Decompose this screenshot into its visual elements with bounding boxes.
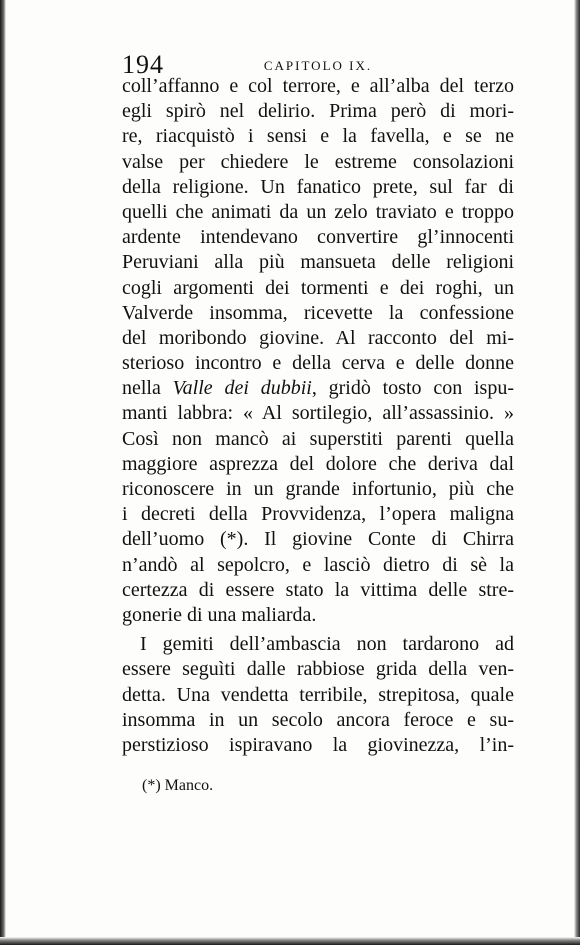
text-line: detta. Una vendetta terribile, strepitosa, quale (122, 683, 514, 706)
italic-title: Valle dei dubbii (172, 377, 312, 400)
text-line: re, riacquistò i sensi e la favella, e se ne (122, 125, 514, 148)
page-edge-right (574, 0, 580, 945)
running-head: CAPITOLO IX. (263, 58, 373, 73)
text-line: della religione. Un fanatico prete, sul far di (122, 175, 514, 198)
text-line: manti labbra: « Al sortilegio, all’assassinio. » (122, 402, 514, 425)
text-line: Così non mancò ai superstiti parenti quella (122, 427, 514, 450)
text-line: sterioso incontro e della cerva e delle donne (122, 352, 514, 375)
text-line: insomma in un secolo ancora feroce e su- (122, 708, 514, 731)
page-edge-left (0, 0, 6, 945)
text-line: maggiore asprezza del dolore che deriva dal (122, 452, 514, 475)
text-line: gonerie di una maliarda. (122, 603, 317, 626)
text-line: Valverde insomma, ricevette la confessione (122, 301, 514, 324)
text-line: cogli argomenti dei tormenti e dei roghi, un (122, 276, 514, 299)
text-line: ardente intendevano convertire gl’innocenti (122, 226, 514, 249)
text-line: del moribondo giovine. Al racconto del mi- (122, 326, 514, 349)
page-edge-bottom (0, 937, 580, 945)
text-line: egli spirò nel delirio. Prima però di mori- (122, 100, 514, 123)
text-line: essere seguìti dalle rabbiose grida della ven- (122, 658, 514, 681)
text-line: perstizioso ispiravano la giovinezza, l’in- (122, 733, 514, 756)
text-line: Peruviani alla più mansueta delle religioni (122, 251, 514, 274)
text-line: i decreti della Provvidenza, l’opera maligna (122, 503, 514, 526)
text-line: I gemiti dell’ambascia non tardarono ad (140, 633, 514, 656)
text-line: valse per chiedere le estreme consolazioni (122, 150, 514, 173)
page-number: 194 (122, 50, 164, 79)
text-line: certezza di essere stato la vittima delle stre- (122, 578, 514, 601)
text-line: n’andò al sepolcro, e lasciò dietro di sè la (122, 553, 514, 576)
text-line: coll’affanno e col terrore, e all’alba del terzo (122, 75, 514, 97)
text-line: quelli che animati da un zelo traviato e troppo (122, 200, 514, 223)
text-line: nella Valle dei dubbii, gridò tosto con ispu- (122, 377, 514, 400)
footnote: (*) Manco. (142, 777, 214, 794)
text-line: dell’uomo (*). Il giovine Conte di Chirra (122, 528, 514, 551)
text-line: riconoscere in un grande infortunio, più che (122, 478, 514, 500)
body-text (122, 74, 514, 758)
